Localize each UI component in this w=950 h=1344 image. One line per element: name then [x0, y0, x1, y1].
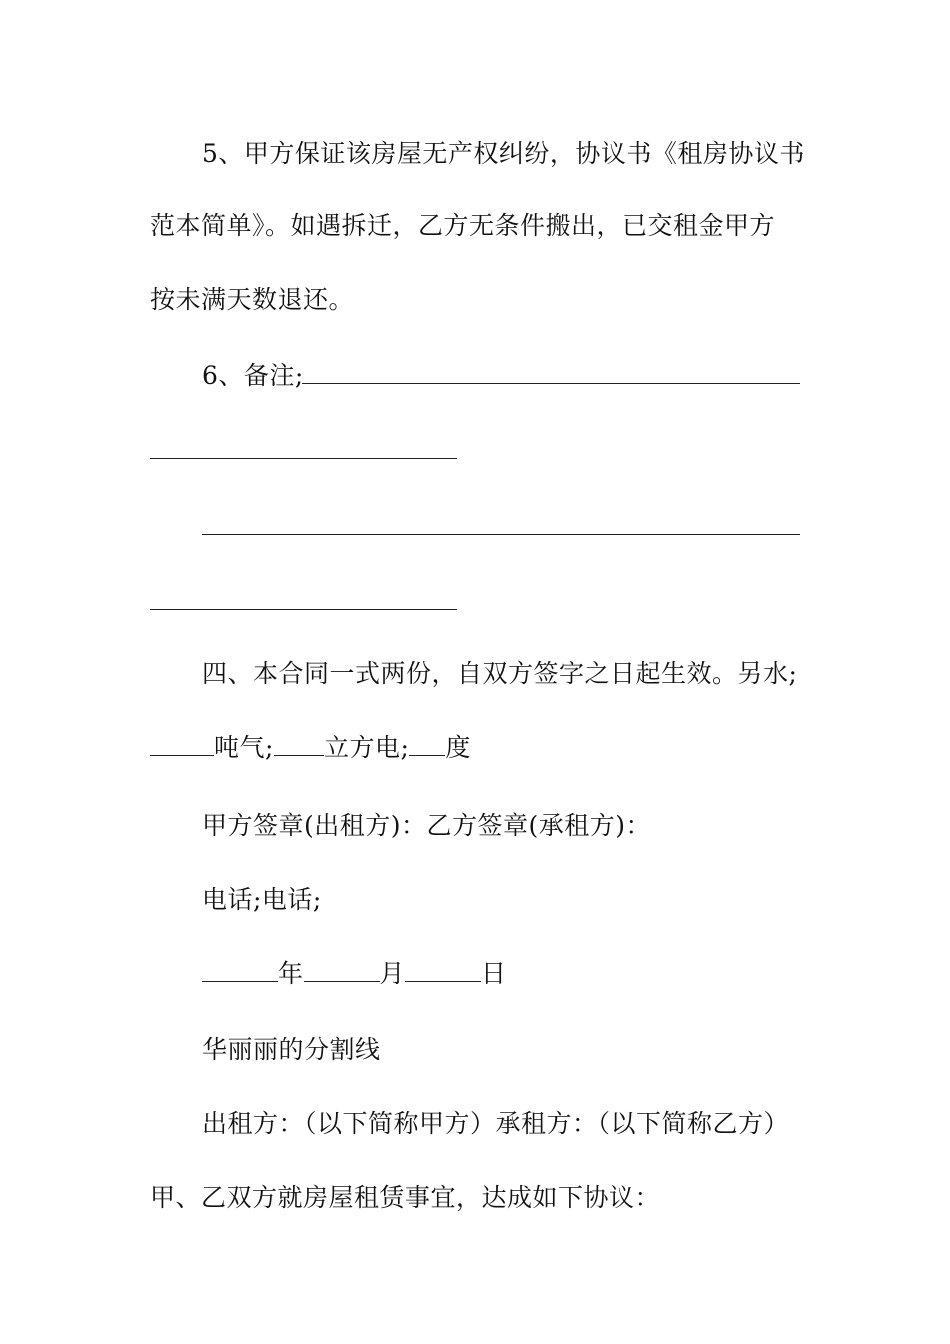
- water-blank: [150, 733, 214, 756]
- year-blank: [202, 959, 278, 982]
- month-blank: [304, 959, 380, 982]
- divider-text: 华丽丽的分割线: [202, 1035, 381, 1064]
- electricity-blank: [409, 733, 445, 756]
- phone-line: 电话;电话;: [202, 885, 322, 914]
- day-blank: [405, 959, 481, 982]
- remarks-blank-line-2: [150, 458, 457, 459]
- remarks-blank-line-4: [150, 609, 457, 610]
- gas-unit-label: 立方电;: [323, 733, 410, 762]
- agreement-intro-line: 甲、乙双方就房屋租赁事宜，达成如下协议：: [150, 1183, 661, 1212]
- clause-5-line-3: 按未满天数退还。: [150, 285, 355, 314]
- signature-line: 甲方签章(出租方)：乙方签章(承租方)：: [202, 811, 652, 840]
- utility-readings-line: [150, 732, 471, 764]
- gas-blank: [274, 733, 324, 756]
- electricity-unit-label: 度: [445, 733, 471, 762]
- remarks-blank-line-1: [302, 383, 800, 384]
- clause-5-line-1: 5、甲方保证该房屋无产权纠纷，协议书《租房协议书: [202, 139, 805, 168]
- clause-4-line-1: 四、本合同一式两份，自双方签字之日起生效。另水;: [202, 659, 798, 688]
- clause-6-label: 6、备注;: [202, 361, 304, 390]
- date-line: [202, 958, 507, 990]
- remarks-blank-line-3: [202, 534, 800, 535]
- clause-5-line-2: 范本简单》。如遇拆迁，乙方无条件搬出，已交租金甲方: [150, 211, 776, 240]
- day-label: 日: [481, 959, 507, 988]
- year-label: 年: [278, 959, 304, 988]
- parties-line: 出租方：（以下简称甲方）承租方：（以下简称乙方）: [202, 1109, 790, 1138]
- water-unit-label: 吨气;: [214, 733, 274, 762]
- month-label: 月: [379, 959, 406, 988]
